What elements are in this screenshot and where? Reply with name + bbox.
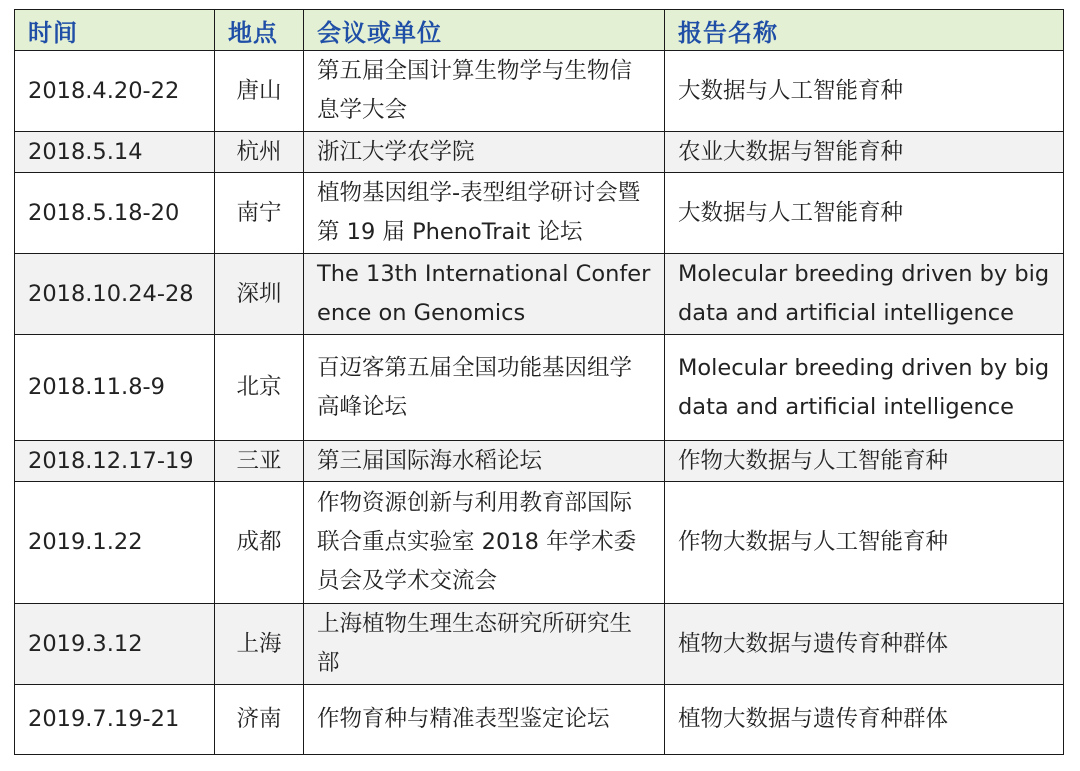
table-row [15, 441, 1064, 482]
cell-place: 北京 [215, 335, 304, 441]
cell-report: 大数据与人工智能育种 [665, 173, 1064, 254]
cell-date: 2018.5.14 [15, 132, 215, 173]
table-row [15, 604, 1064, 685]
cell-place: 成都 [215, 482, 304, 604]
table-row [15, 51, 1064, 132]
cell-place: 三亚 [215, 441, 304, 482]
cell-date: 2019.7.19-21 [15, 685, 215, 755]
table-row [15, 685, 1064, 755]
cell-date: 2018.4.20-22 [15, 51, 215, 132]
cell-date: 2019.3.12 [15, 604, 215, 685]
cell-place: 济南 [215, 685, 304, 755]
cell-report: 作物大数据与人工智能育种 [665, 482, 1064, 604]
cell-place: 深圳 [215, 254, 304, 335]
cell-venue: The 13th International Conference on Genomics [304, 254, 665, 335]
cell-report: 作物大数据与人工智能育种 [665, 441, 1064, 482]
table-row [15, 132, 1064, 173]
header-report: 报告名称 [665, 10, 1064, 51]
cell-report: Molecular breeding driven by big data and artificial intelligence [665, 335, 1064, 441]
cell-place: 上海 [215, 604, 304, 685]
cell-date: 2018.12.17-19 [15, 441, 215, 482]
cell-date: 2018.5.18-20 [15, 173, 215, 254]
cell-place: 南宁 [215, 173, 304, 254]
cell-report: 大数据与人工智能育种 [665, 51, 1064, 132]
table-row [15, 482, 1064, 604]
header-row [15, 10, 1064, 51]
table-row [15, 173, 1064, 254]
table-row [15, 254, 1064, 335]
header-venue: 会议或单位 [304, 10, 665, 51]
cell-venue: 作物育种与精准表型鉴定论坛 [304, 685, 665, 755]
cell-date: 2018.11.8-9 [15, 335, 215, 441]
cell-venue: 浙江大学农学院 [304, 132, 665, 173]
schedule-table [14, 9, 1064, 755]
cell-venue: 上海植物生理生态研究所研究生部 [304, 604, 665, 685]
header-place: 地点 [215, 10, 304, 51]
cell-report: Molecular breeding driven by big data and artificial intelligence [665, 254, 1064, 335]
cell-venue: 第五届全国计算生物学与生物信息学大会 [304, 51, 665, 132]
cell-venue: 百迈客第五届全国功能基因组学高峰论坛 [304, 335, 665, 441]
cell-report: 植物大数据与遗传育种群体 [665, 604, 1064, 685]
cell-venue: 作物资源创新与利用教育部国际联合重点实验室 2018 年学术委员会及学术交流会 [304, 482, 665, 604]
cell-venue: 第三届国际海水稻论坛 [304, 441, 665, 482]
table-row [15, 335, 1064, 441]
cell-venue: 植物基因组学-表型组学研讨会暨第 19 届 PhenoTrait 论坛 [304, 173, 665, 254]
cell-date: 2018.10.24-28 [15, 254, 215, 335]
cell-place: 杭州 [215, 132, 304, 173]
cell-date: 2019.1.22 [15, 482, 215, 604]
cell-place: 唐山 [215, 51, 304, 132]
cell-report: 农业大数据与智能育种 [665, 132, 1064, 173]
cell-report: 植物大数据与遗传育种群体 [665, 685, 1064, 755]
header-time: 时间 [15, 10, 215, 51]
